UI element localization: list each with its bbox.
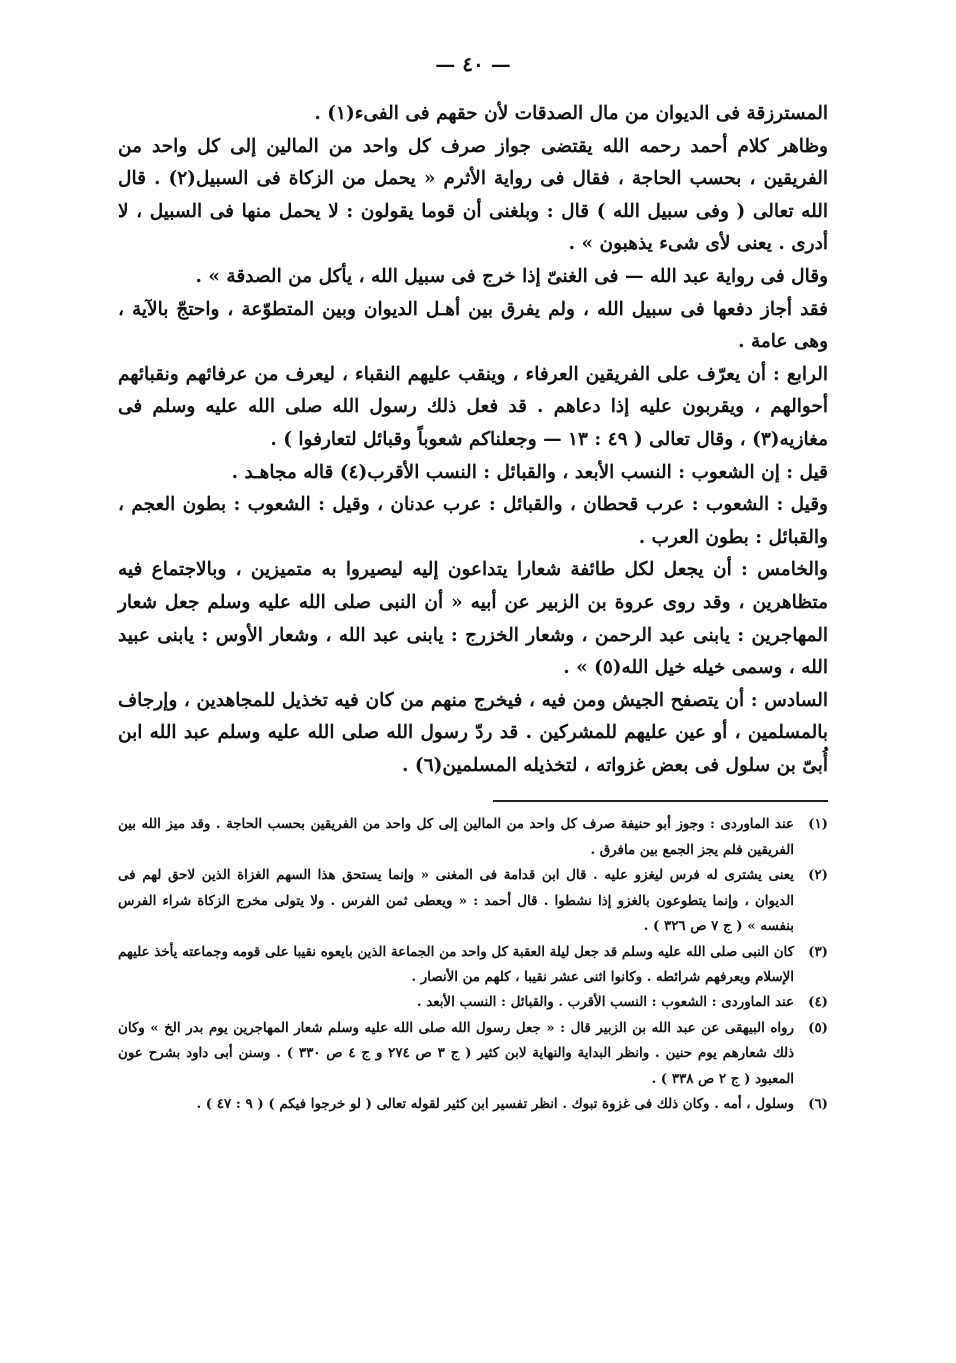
footnote xyxy=(118,812,828,863)
footnote-text: رواه البيهقى عن عبد الله بن الزبير قال : « جعل رسول الله صلى الله عليه وسلم شعار المهاجرين يوم بدر الخ » وكان ذلك شعارهم يوم حنين . وانظر البداية والنهاية لابن كثير ( ج ٣ ص ٢٧٤ و ج ٤ ص ٣٣٠ ) . وسنن أبى داود بشرح عون المعبود ( ج ٢ ص ٣٣٨ ) . xyxy=(118,1019,795,1087)
paragraph: وقال فى رواية عبد الله — فى الغنىّ إذا خرج فى سبيل الله ، يأكل من الصدقة » . xyxy=(195,265,828,287)
footnote-number: (٦) xyxy=(808,1095,828,1112)
footnote xyxy=(118,1016,828,1092)
paragraph: قيل : إن الشعوب : النسب الأبعد ، والقبائل : النسب الأقرب(٤) قاله مجاهـد . xyxy=(231,461,828,483)
footnote-divider xyxy=(493,800,828,802)
page-number: — ٤٠ — xyxy=(435,52,511,76)
paragraph: وقيل : الشعوب : عرب قحطان ، والقبائل : عرب عدنان ، وقيل : الشعوب : بطون العجم ، والقبائل : بطون العرب . xyxy=(118,494,828,548)
footnote-number: (٥) xyxy=(808,1019,828,1036)
paragraph: والخامس : أن يجعل لكل طائفة شعارا يتداعون إليه ليصيروا به متميزين ، وبالاجتماع فيه متظاهرين ، وقد روى عروة بن الزبير عن أبيه « أن النبى صلى الله عليه وسلم جعل شعار المهاجرين : يابنى عبد الرحمن ، وشعار الخزرج : يابنى عبد الله ، وشعار الأوس : يابنى عبيد الله ، وسمى خيله خيل الله(٥) » . xyxy=(118,559,828,679)
footnote xyxy=(118,863,828,939)
footnote-text: يعنى يشترى له فرس ليغزو عليه . قال ابن قدامة فى المغنى « وإنما يستحق هذا السهم الغزاة الذين لاحق لهم فى الديوان ، وإنما يتطوعون بالغزو إذا نشطوا . قال أحمد : « ويعطى ثمن الفرس . ولا يتولى مخرج الزكاة شراء الفرس بنفسه » ( ج ٧ ص ٣٢٦ ) . xyxy=(118,867,794,935)
footnote-text: عند الماوردى : وجوز أبو حنيفة صرف كل واحد من المالين إلى كل واحد من الفريقين بحسب الحاجة . وقد ميز الله بين الفريقين فلم يجز الجمع بين مافرق . xyxy=(118,816,794,858)
paragraph: المسترزقة فى الديوان من مال الصدقات لأن حقهم فى الفىء(١) . xyxy=(314,103,828,124)
footnote-text: وسلول ، أمه . وكان ذلك فى غزوة تبوك . انظر تفسير ابن كثير لقوله تعالى ( لو خرجوا فيكم ) ( ٩ : ٤٧ ) . xyxy=(196,1095,794,1112)
footnote-number: (٢) xyxy=(808,867,828,884)
footnotes xyxy=(118,812,828,1117)
footnote-text: عند الماوردى : الشعوب : النسب الأقرب . والقبائل : النسب الأبعد . xyxy=(416,994,794,1011)
footnote-number: (١) xyxy=(808,816,828,833)
paragraph: فقد أجاز دفعها فى سبيل الله ، ولم يفرق بين أهـل الديوان وبين المتطوّعة ، واحتجّ بالآية ، وهى عامة . xyxy=(118,298,828,353)
footnote-number: (٤) xyxy=(808,994,828,1011)
paragraph: السادس : أن يتصفح الجيش ومن فيه ، فيخرج منهم من كان فيه تخذيل للمجاهدين ، وإرجاف بالمسلمين ، أو عين عليهم للمشركين . قد ردّ رسول الله صلى الله عليه وسلم عبد الله ابن أُبىّ بن سلول فى بعض غزواته ، لتخذيله المسلمين(٦) . xyxy=(118,689,828,776)
paragraph: وظاهر كلام أحمد رحمه الله يقتضى جواز صرف كل واحد من المالين إلى كل واحد من الفريقين ، بحسب الحاجة ، فقال فى رواية الأثرم « يحمل من الزكاة فى السبيل(٢) . قال الله تعالى ( وفى سبيل الله ) قال : وبلغنى أن قوما يقولون : لا يحمل منها فى السبيل ، لا أدرى . يعنى لأى شىء يذهبون » . xyxy=(118,135,828,255)
body-text xyxy=(118,98,828,782)
footnote-text: كان النبى صلى الله عليه وسلم قد جعل ليلة العقبة كل واحد من الجماعة الذين بايعوه نقيبا على قومه وجماعته يأخذ عليهم الإسلام ويعرفهم شرائطه . وكانوا اثنى عشر نقيبا ، كلهم من الأنصار . xyxy=(118,943,794,985)
footnote xyxy=(118,990,828,1015)
footnote xyxy=(118,940,828,991)
footnote-number: (٣) xyxy=(808,943,828,960)
paragraph: الرابع : أن يعرّف على الفريقين العرفاء ، وينقب عليهم النقباء ، ليعرف من عرفائهم ونقبائهم أحوالهم ، ويقربون عليه إذا دعاهم . قد فعل ذلك رسول الله صلى الله عليه وسلم فى مغازيه(٣) ، وقال تعالى ( ٤٩ : ١٣ — وجعلناكم شعوباً وقبائل لتعارفوا ) . xyxy=(118,363,828,450)
footnote xyxy=(118,1092,828,1117)
